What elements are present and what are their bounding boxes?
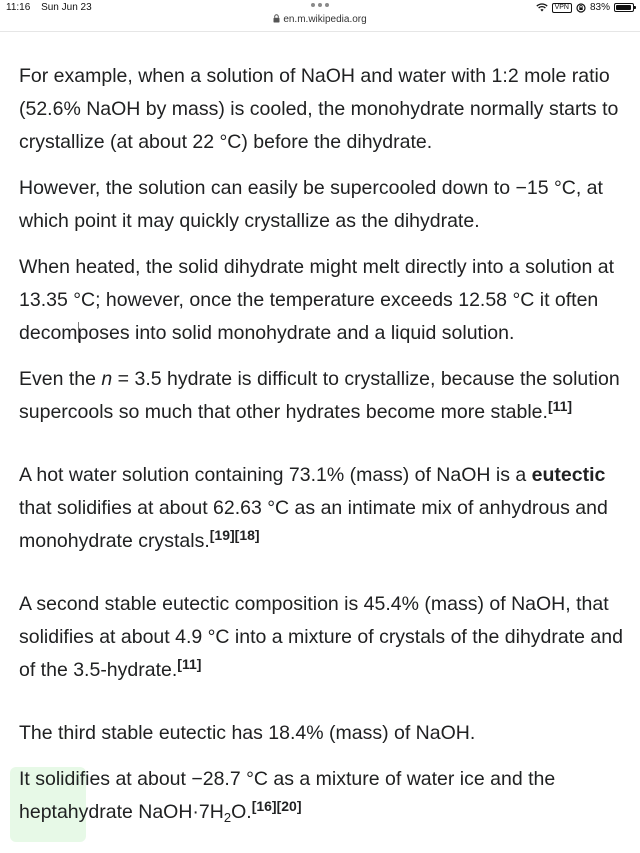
url-text: en.m.wikipedia.org [283,14,367,25]
paragraph-3-part-1: When heated, the solid dihydrate might melt directly into a solution at 13.35 °C; however, once the temperature exceeds 12.58 °C it often decom [19,256,615,344]
paragraph-7: The third stable eutectic has 18.4% (mass) of NaOH. [19,722,476,744]
wifi-icon [536,3,548,12]
paragraph-8-body: It solidifies at about −28.7 °C as a mixture of water ice and the heptahydrate NaOH·7H [19,768,556,823]
toolbar-divider [0,31,640,32]
orientation-lock-icon [576,3,586,13]
eutectic-link[interactable]: eutectic [531,464,606,486]
paragraph-4-lead: Even the [19,368,102,390]
citation-18[interactable]: [18] [234,527,260,543]
paragraph-1: For example, when a solution of NaOH and water with 1:2 mole ratio (52.6% NaOH by mass) is cooled, the monohydrate normally starts to crystallize (at about 22 °C) before the dihydrate. [19,65,619,153]
article-content [19,60,629,842]
paragraph-4 [19,363,629,429]
paragraph-5-body: that solidifies at about 62.63 °C as an intimate mix of anhydrous and monohydrate crystals. [19,497,608,552]
battery-fill [616,5,631,10]
multitasking-dots-icon[interactable] [311,3,329,7]
address-bar[interactable] [0,14,640,30]
paragraph-8 [19,763,629,829]
paragraph-4-body: = 3.5 hydrate is difficult to crystallize, because the solution supercools so much that other hydrates become more stable. [19,368,620,423]
citation-11[interactable]: [11] [547,398,573,414]
citation-16[interactable]: [16] [251,798,277,814]
status-time: 11:16 [6,2,31,13]
vpn-badge: VPN [552,3,572,13]
paragraph-5 [19,459,629,558]
paragraph-5-lead: A hot water solution containing 73.1% (mass) of NaOH is a [19,464,532,486]
subscript-2: 2 [223,810,232,825]
status-left [6,2,100,13]
paragraph-2: However, the solution can easily be supercooled down to −15 °C, at which point it may quickly crystallize as the dihydrate. [19,177,603,232]
citation-11-b[interactable]: [11] [177,656,202,672]
paragraph-6 [19,588,629,687]
status-date: Sun Jun 23 [41,2,92,13]
paragraph-3 [19,251,629,350]
variable-n: n [101,368,113,390]
paragraph-8-tail: O. [231,801,252,823]
citation-19[interactable]: [19] [209,527,235,543]
battery-percent: 83% [589,2,610,13]
paragraph-6-body: A second stable eutectic composition is 45.4% (mass) of NaOH, that solidifies at about 4.9 °C into a mixture of crystals of the dihydrate and of the 3.5-hydrate. [19,593,623,681]
status-right [536,2,634,13]
battery-icon [614,3,634,12]
paragraph-3-part-2: poses into solid monohydrate and a liquid solution. [77,322,515,344]
citation-20[interactable]: [20] [276,798,302,814]
lock-icon [273,14,280,23]
